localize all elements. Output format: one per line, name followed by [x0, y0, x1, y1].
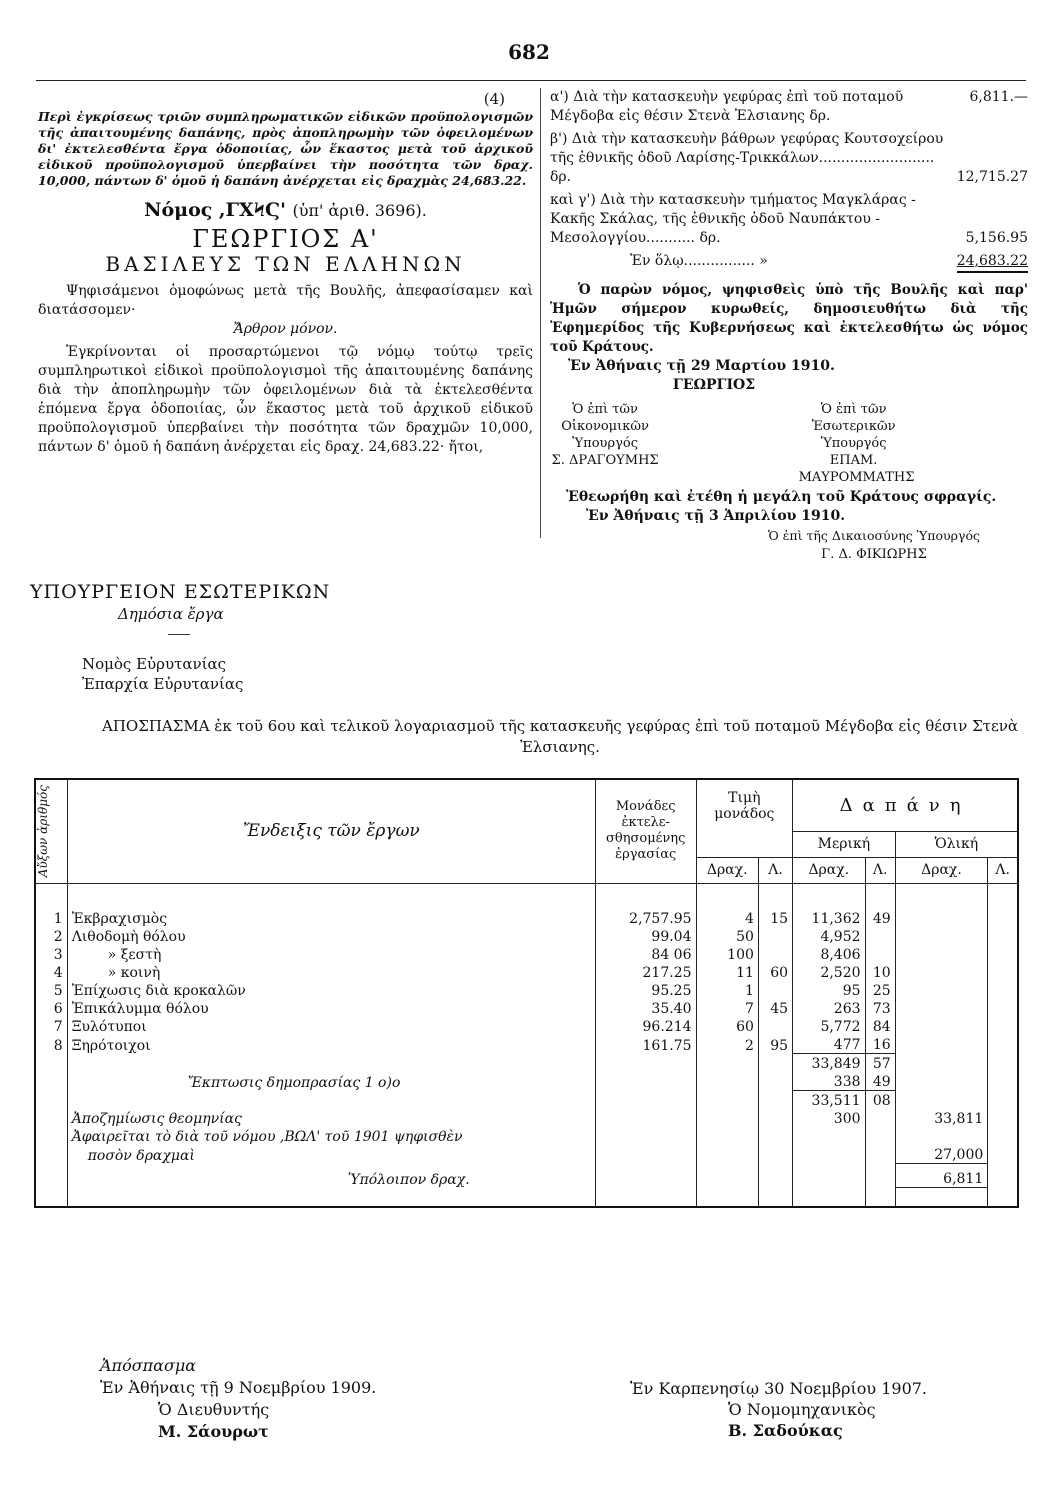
engineer-date: Ἐν Καρπενησίῳ 30 Νοεμβρίου 1907.: [630, 1379, 928, 1398]
col-header-units: Μονάδες ἐκτελε-σθησομένης ἐργασίας: [595, 779, 696, 883]
subtotal-1-drachmas: 33,849: [793, 1054, 865, 1073]
compensation-label: Ἀποζημίωσις θεομηνίας: [67, 1109, 595, 1127]
law-title: Νόμος ,ΓΧϞϚ': [144, 199, 286, 221]
grand-total: 33,811: [895, 1109, 988, 1127]
budget-item-c: [550, 191, 1028, 248]
table-row: 5 Ἐπίχωσις διὰ κροκαλῶν 95.25 1 95 25: [35, 981, 1018, 999]
compensation-drachmas: 300: [793, 1109, 865, 1127]
budget-total: [550, 252, 1028, 273]
budget-item-text: β') Διὰ τὴν κατασκευὴν βάθρων γεφύρας Κουτσοχείρου τῆς ἐθνικῆς ὁδοῦ Λαρίσης-Τρικκάλων.......................... δρ.: [550, 131, 944, 185]
article-body: Ἐγκρίνονται οἱ προσαρτώμενοι τῷ νόμῳ τούτῳ τρεῖς συμπληρωτικοὶ εἰδικοὶ προϋπολογισμοὶ τῆς ἀπαιτουμένης δαπάνης διὰ τὴν ἀποπληρωμὴν τῶν ὀφειλομένων διὰ τὰ ἐκτελεσθέντα ἐπόμενα ἔργα ὁδοποιίας, ὧν ἕκαστος μετὰ τοῦ ἀρχικοῦ εἰδικοῦ προϋπολογισμοῦ ὑπερβαίνει τὴν ποσότητα τῶν δραχμῶν 10,000, πάντων δ' ὁμοῦ ἡ δαπάνη ἀνέρχεται εἰς δραχ. 24,683.22· ἤτοι,: [38, 344, 533, 455]
justice-minister-name: Γ. Δ. ΦΙΚΙΩΡΗΣ: [821, 547, 927, 562]
discount-row: [35, 1072, 1018, 1091]
minister-interior-title: Ὁ ἐπὶ τῶν Ἐσωτερικῶν Ὑπουργός: [811, 402, 896, 451]
seal-date: Ἐν Ἀθήναις τῇ 3 Ἀπριλίου 1910.: [586, 508, 846, 524]
col-header-lepta: Λ.: [865, 857, 895, 883]
budget-item-b: [550, 130, 1028, 187]
director-title: Ὁ Διευθυντής: [158, 1400, 270, 1419]
excerpt-title: ΑΠΟΣΠΑΣΜΑ ἐκ τοῦ 6ου καὶ τελικοῦ λογαριασμοῦ τῆς κατασκευῆς γεφύρας ἐπὶ τοῦ ποταμοῦ Μέγδοβα εἰς θέσιν Στενὰ Ἐλσιανης.: [102, 717, 1018, 756]
deduction-row: [35, 1145, 1018, 1164]
preamble: Ψηφισάμενοι ὁμοφώνως μετὰ τῆς Βουλῆς, ἀπεφασίσαμεν καὶ διατάσσομεν·: [38, 283, 533, 318]
table-row: 3 » ξεστὴ 84 06 100 8,406: [35, 945, 1018, 963]
subtotal-row: [35, 1054, 1018, 1073]
discount-lepta: 49: [865, 1072, 895, 1091]
divider: [168, 634, 190, 635]
table-row: 4 » κοινὴ 217.25 11 60 2,520 10: [35, 963, 1018, 981]
compensation-row: [35, 1109, 1018, 1127]
left-column: [38, 90, 533, 457]
minister-finance-name: Σ. ΔΡΑΓΟΥΜΗΣ: [551, 453, 659, 468]
col-header-drachmas: Δραχ.: [696, 857, 758, 883]
col-header-total: Ὁλική: [895, 831, 1018, 857]
col-header-description: Ἔνδειξις τῶν ἔργων: [67, 779, 595, 883]
table-row: 7 Ξυλότυποι 96.214 60 5,772 84: [35, 1017, 1018, 1035]
col-header-drachmas: Δραχ.: [793, 857, 865, 883]
table-row: 6 Ἐπικάλυμμα θόλου 35.40 7 45 263 73: [35, 999, 1018, 1017]
discount-label: Ἔκπτωσις δημοπρασίας 1 ο)ο: [67, 1072, 595, 1091]
budget-item-amount: 5,156.95: [965, 230, 1028, 246]
table-row: 1 Ἐκβραχισμὸς 2,757.95 4 15 11,362 49: [35, 909, 1018, 927]
right-column: [550, 88, 1028, 564]
director-name: Μ. Σάουρωτ: [158, 1422, 269, 1441]
deduction-amount: 27,000: [895, 1145, 988, 1164]
law-date: Ἐν Ἀθήναις τῇ 29 Μαρτίου 1910.: [568, 358, 835, 374]
prefecture: Νομὸς Εὐρυτανίας: [82, 655, 227, 673]
subtotal-row: [35, 1091, 1018, 1110]
deduction-label-2: ποσὸν δραχμαὶ: [67, 1145, 595, 1164]
minister-interior-name: ΕΠΑΜ. ΜΑΥΡΟΜΜΑΤΗΣ: [798, 453, 915, 485]
deduction-row: [35, 1127, 1018, 1145]
excerpt-date: Ἐν Ἀθήναις τῇ 9 Νοεμβρίου 1909.: [100, 1378, 377, 1397]
law-sequence-number: (4): [483, 90, 505, 108]
budget-item-amount: 12,715.27: [956, 169, 1028, 185]
subtotal-1-lepta: 57: [865, 1054, 895, 1073]
col-header-lepta: Λ.: [758, 857, 792, 883]
page-number: 682: [508, 40, 550, 64]
footer-right: [630, 1378, 927, 1441]
king-name: ΓΕΩΡΓΙΟΣ Α': [192, 225, 379, 253]
col-header-drachmas: Δραχ.: [895, 857, 988, 883]
subtotal-2-drachmas: 33,511: [793, 1091, 865, 1110]
table-row: 2 Λιθοδομὴ θόλου 99.04 50 4,952: [35, 927, 1018, 945]
remainder-row: [35, 1164, 1018, 1188]
prefecture-block: [82, 654, 243, 694]
excerpt-label: Ἀπόσπασμα: [100, 1356, 197, 1375]
king-title: ΒΑΣΙΛΕΥΣ ΤΩΝ ΕΛΛΗΝΩΝ: [105, 252, 466, 276]
minister-finance-title: Ὁ ἐπὶ τῶν Οἰκονομικῶν Ὑπουργός: [561, 402, 649, 451]
top-rule: [36, 80, 1026, 81]
col-header-expense: Δαπάνη: [793, 779, 1018, 831]
remainder-amount: 6,811: [895, 1164, 988, 1188]
column-separator: [540, 88, 541, 538]
budget-item-text: καὶ γ') Διὰ τὴν κατασκευὴν τμήματος Μαγκλάρας - Κακῆς Σκάλας, τῆς ἐθνικῆς ὁδοῦ Ναυπάκτου - Μεσολογγίου........... δρ.: [550, 192, 916, 246]
discount-drachmas: 338: [793, 1072, 865, 1091]
article-heading: Ἄρθρον μόνον.: [233, 321, 338, 337]
justice-minister-title: Ὁ ἐπὶ τῆς Δικαιοσύνης Ὑπουργός: [767, 528, 980, 543]
col-header-unit-price: Τιμὴ μονάδος: [696, 779, 793, 831]
remainder-label: Ὑπόλοιπον δραχ.: [67, 1164, 595, 1188]
minister-signatures: [550, 401, 1028, 486]
budget-total-amount: 24,683.22: [957, 252, 1028, 273]
engineer-name: Β. Σαδούκας: [728, 1421, 843, 1440]
ministry-department: Δημόσια ἔργα: [118, 605, 224, 623]
account-table: [34, 778, 1019, 1208]
col-header-lepta: Λ.: [988, 857, 1018, 883]
table-row: 8 Ξηρότοιχοι 161.75 2 95 477 16: [35, 1035, 1018, 1054]
law-heading: [38, 201, 533, 220]
seal-line: Ἐθεωρήθη καὶ ἐτέθη ἡ μεγάλη τοῦ Κράτους σφραγίς.: [566, 489, 997, 505]
king-signature: ΓΕΩΡΓΙΟΣ: [672, 377, 756, 393]
budget-item-a: [550, 88, 1028, 126]
enactment-clause: Ὁ παρὼν νόμος, ψηφισθεὶς ὑπὸ τῆς Βουλῆς καὶ παρ' Ἡμῶν σήμερον κυρωθείς, δημοσιευθήτω διὰ τῆς Ἐφημερίδος τῆς Κυβερνήσεως καὶ ἐκτελεσθήτω ὡς νόμος τοῦ Κράτους.: [550, 282, 1028, 355]
ministry-name: ΥΠΟΥΡΓΕΙΟΝ ΕΣΩΤΕΡΙΚΩΝ: [30, 581, 331, 603]
footer-left: [100, 1355, 376, 1443]
engineer-title: Ὁ Νομομηχανικὸς: [728, 1400, 876, 1419]
budget-total-label: Ἐν ὅλῳ................ »: [630, 253, 768, 269]
col-header-number: Αὔξων ἀριθμός: [36, 785, 50, 878]
col-header-partial: Μερική: [793, 831, 896, 857]
deduction-label: Ἀφαιρεῖται τὸ διὰ τοῦ νόμου ,ΒΩΛ' τοῦ 1901 ψηφισθὲν: [67, 1127, 595, 1145]
subtotal-2-lepta: 08: [865, 1091, 895, 1110]
law-number: (ὑπ' ἀριθ. 3696).: [292, 201, 427, 220]
province: Ἐπαρχία Εὐρυτανίας: [82, 675, 244, 693]
budget-item-amount: 6,811.—: [969, 89, 1028, 105]
budget-item-text: α') Διὰ τὴν κατασκευὴν γεφύρας ἐπὶ τοῦ ποταμοῦ Μέγδοβα εἰς θέσιν Στενὰ Ἐλσιανης δρ.: [550, 89, 904, 124]
law-summary: Περὶ ἐγκρίσεως τριῶν συμπληρωματικῶν εἰδικῶν προϋπολογισμῶν τῆς ἀπαιτουμένης δαπάνης, πρὸς ἀποπληρωμὴν τῶν ὀφειλομένων δι' ἐκτελεσθέντα ἔργα ὁδοποιίας, ὧν ἕκαστος μετὰ τοῦ ἀρχικοῦ εἰδικοῦ προϋπολογισμοῦ ὑπερβαίνει τὴν ποσότητα τῶν δραχ. 10,000, πάντων δ' ὁμοῦ ἡ δαπάνη ἀνέρχεται εἰς δραχμὰς 24,683.22.: [38, 109, 533, 188]
